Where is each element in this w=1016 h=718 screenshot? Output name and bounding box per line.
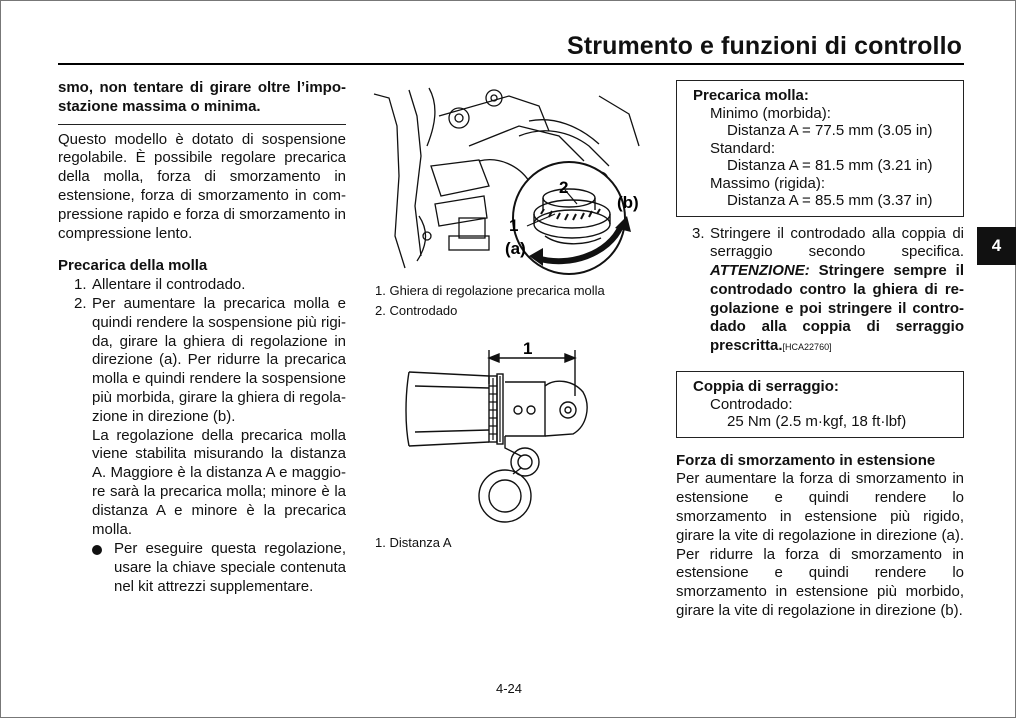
- fig1-label-2: 2: [559, 178, 569, 197]
- fig2-label-1: 1: [523, 339, 533, 358]
- step-3-text: Stringere il controdado alla coppia di serraggio secondo specifica.: [710, 224, 964, 261]
- preload-max-label: Massimo (rigida):: [710, 174, 826, 192]
- intro-paragraph: Questo modello è dotato di sospensione regolabile. È possibile regolare precarica della molla, forza di smorzamento in estensione, forza di smorzamento in compressione rapido e forza di smorzamento in compressione lento.: [58, 130, 346, 242]
- section-heading-preload: Precarica della molla: [58, 257, 208, 275]
- page-number: 4-24: [496, 681, 523, 696]
- bullet-item: [58, 540, 346, 596]
- torque-box-title: Coppia di serraggio:: [693, 378, 839, 396]
- distance-a-illustration: [405, 336, 615, 526]
- preload-ring-illustration: [369, 86, 649, 276]
- fig1-label-b: (b): [617, 193, 639, 212]
- right-column: [676, 80, 964, 621]
- bullet-dot: [92, 545, 102, 555]
- preload-box-title: Precarica molla:: [693, 87, 809, 104]
- step-number: 3.: [692, 224, 705, 242]
- step-number: 2.: [74, 294, 87, 312]
- preload-min-label: Minimo (morbida):: [710, 104, 831, 122]
- step-2: [58, 295, 346, 539]
- step-number: 1.: [74, 276, 87, 294]
- preload-max-value: Distanza A = 85.5 mm (3.37 in): [727, 192, 933, 209]
- bullet-text: Per eseguire questa regolazione, usare la chiave speciale contenuta nel kit attrezzi supplementare.: [114, 540, 346, 595]
- section-heading-rebound: Forza di smorzamento in estensione: [676, 451, 936, 469]
- fig1-caption: [375, 281, 605, 321]
- fig1-label-a: (a): [505, 239, 526, 258]
- step-text: Allentare il controdado.: [92, 276, 246, 294]
- chapter-tab: 4: [977, 227, 1016, 265]
- preload-steps: [58, 276, 346, 539]
- step-2-continued: La regolazione della precarica molla viene stabilita misurando la distanza A. Maggiore è la distanza A e maggiore sarà la precarica molla; minore è la distanza A e minore è la precarica molla.: [92, 426, 346, 538]
- torque-value: 25 Nm (2.5 m·kgf, 18 ft·lbf): [727, 413, 907, 431]
- attention-code: [HCA22760]: [782, 342, 832, 353]
- torque-label: Controdado:: [710, 395, 793, 413]
- left-column: [58, 79, 346, 597]
- preload-spec-box: [676, 80, 964, 217]
- page-title: Strumento e funzioni di controllo: [567, 32, 962, 60]
- preload-std-value: Distanza A = 81.5 mm (3.21 in): [727, 157, 933, 174]
- rebound-paragraph: Per aumentare la forza di smorzamento in estensione e quindi rendere lo smorzamento in estensione più rigido, girare la vite di regolazione in direzione (a). Per ridurre la forza di smorzamento in estensione e quindi rendere lo smorzamento in estensione più morbido, girare la vite di regolazione in direzione (b).: [676, 470, 964, 619]
- warning-tail: smo, non tentare di girare oltre l’impostazione massima o minima.: [58, 79, 346, 125]
- preload-std-label: Standard:: [710, 139, 776, 157]
- fig1-caption-2: 2. Controdado: [375, 303, 458, 318]
- fig1-label-1: 1: [509, 216, 519, 235]
- attention-label: ATTENZIONE:: [710, 262, 810, 280]
- attention-text: Stringere sempre il controdado contro la ghiera di regolazione e poi stringere il controdado alla coppia di serraggio prescritta.: [710, 262, 964, 355]
- torque-spec-box: [676, 371, 964, 438]
- step-1: [58, 276, 346, 295]
- fig2-caption: 1. Distanza A: [375, 535, 452, 550]
- preload-min-value: Distanza A = 77.5 mm (3.05 in): [727, 122, 933, 139]
- step-text: Per aumentare la precarica molla e quindi rendere la sospensione più rigida, girare la ghiera di regolazione in direzione (a). Per ridurre la precarica molla e quindi rendere la sospensione più morbida, girare la ghiera di regolazione in direzione (b).: [92, 294, 346, 425]
- fig1-caption-1: 1. Ghiera di regolazione precarica molla: [375, 283, 605, 298]
- title-rule: [58, 63, 964, 65]
- step-3: [676, 225, 964, 358]
